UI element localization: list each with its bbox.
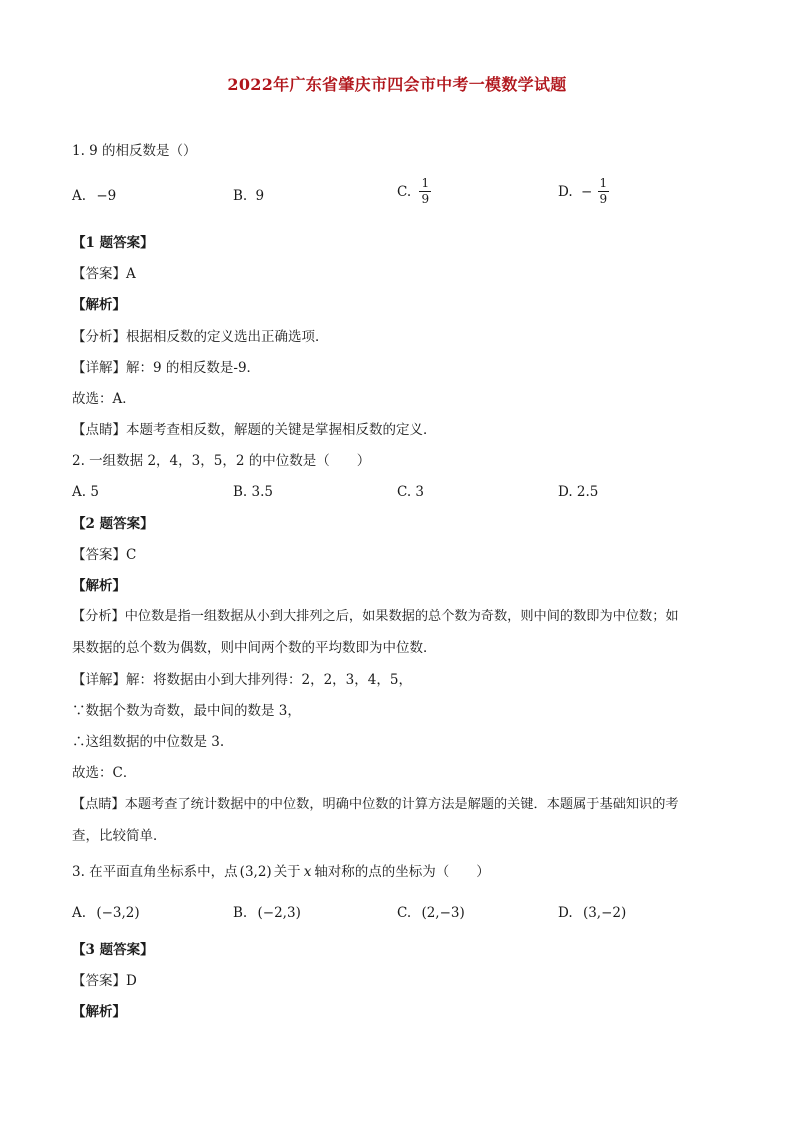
q2-because: ∵数据个数为奇数，最中间的数是 3，: [72, 703, 301, 719]
q2-answer: 【答案】C: [72, 547, 137, 563]
question-3-stem: [72, 862, 490, 882]
q1-option-d: [558, 176, 609, 207]
q1-answer-header: 【1 题答案】: [72, 235, 154, 251]
q1-fenxi: 【分析】根据相反数的定义选出正确选项．: [72, 329, 329, 345]
q3-option-a-value: (−3,2): [96, 905, 140, 921]
q1-option-c-denominator: 9: [421, 192, 430, 206]
q1-analysis-header: 【解析】: [72, 297, 126, 313]
q1-guxuan: 故选：A．: [72, 391, 136, 407]
q2-therefore: ∴这组数据的中位数是 3.: [72, 734, 225, 750]
q1-option-b-value: 9: [255, 188, 265, 204]
q3-option-c-label: C.: [397, 905, 412, 921]
q3-option-d: [558, 903, 626, 923]
q2-fenxi-line-1: 【分析】中位数是指一组数据从小到大排列之后，如果数据的总个数为奇数，则中间的数即为中位数；如: [72, 609, 679, 624]
q1-option-d-numerator: 1: [599, 176, 608, 190]
q3-option-a: [72, 903, 140, 923]
q2-option-c: C. 3: [397, 484, 425, 500]
q3-answer-header: 【3 题答案】: [72, 942, 154, 958]
q1-xiangjie: 【详解】解：9 的相反数是-9．: [72, 360, 261, 376]
q3-option-b-value: (−2,3): [257, 905, 301, 921]
q1-option-c-numerator: 1: [421, 176, 430, 190]
q3-option-d-label: D.: [558, 905, 573, 921]
q1-option-d-denominator: 9: [599, 192, 608, 206]
q1-option-d-sign: −: [580, 183, 593, 200]
q3-stem-axis: x: [303, 864, 312, 880]
q2-option-d: D. 2.5: [558, 484, 599, 500]
q1-option-b: [233, 186, 264, 206]
q3-stem-part-2: 关于: [273, 864, 301, 880]
q1-option-c-fraction: [419, 176, 431, 207]
q2-xiangjie: 【详解】解：将数据由小到大排列得：2，2，3，4，5，: [72, 672, 412, 688]
q1-option-a-value: −9: [96, 188, 117, 204]
q1-option-d-fraction: [598, 176, 610, 207]
q3-stem-part-3: 轴对称的点的坐标为（ ）: [314, 864, 490, 880]
q2-dianjing-line-1: 【点睛】本题考查了统计数据中的中位数，明确中位数的计算方法是解题的关键．本题属于基础知识的考: [72, 797, 679, 812]
q3-option-c-value: (2,−3): [421, 905, 465, 921]
q3-stem-point: (3,2): [239, 864, 272, 880]
q3-option-a-label: A.: [72, 905, 87, 921]
q2-answer-header: 【2 题答案】: [72, 516, 154, 532]
q3-stem-part-1: 3. 在平面直角坐标系中，点: [72, 864, 238, 880]
q3-answer: 【答案】D: [72, 973, 137, 989]
q3-option-d-value: (3,−2): [582, 905, 627, 921]
q2-option-b: B. 3.5: [233, 484, 273, 500]
question-1-stem: 1. 9 的相反数是（）: [72, 143, 197, 159]
page-title: 2022年广东省肇庆市四会市中考一模数学试题: [227, 75, 567, 94]
q1-option-b-label: B.: [233, 188, 248, 204]
q1-option-a-label: A.: [72, 188, 87, 204]
q1-option-c: [397, 176, 431, 207]
q2-fenxi-line-2: 果数据的总个数为偶数，则中间两个数的平均数即为中位数．: [72, 640, 437, 656]
q3-option-b-label: B.: [233, 905, 248, 921]
q1-option-d-label: D.: [558, 183, 573, 200]
q2-guxuan: 故选：C．: [72, 765, 137, 781]
q3-option-b: [233, 903, 301, 923]
q3-option-c: [397, 903, 465, 923]
question-2-stem: 2. 一组数据 2，4，3，5，2 的中位数是（ ）: [72, 453, 371, 469]
q1-answer: 【答案】A: [72, 266, 136, 282]
q1-option-c-label: C.: [397, 183, 412, 200]
q2-option-a: A. 5: [72, 484, 99, 500]
q1-option-a: [72, 186, 116, 206]
q1-dianjing: 【点睛】本题考查相反数，解题的关键是掌握相反数的定义．: [72, 422, 437, 438]
q2-dianjing-line-2: 查，比较简单．: [72, 828, 167, 844]
q3-analysis-header: 【解析】: [72, 1004, 126, 1020]
q2-analysis-header: 【解析】: [72, 578, 126, 594]
